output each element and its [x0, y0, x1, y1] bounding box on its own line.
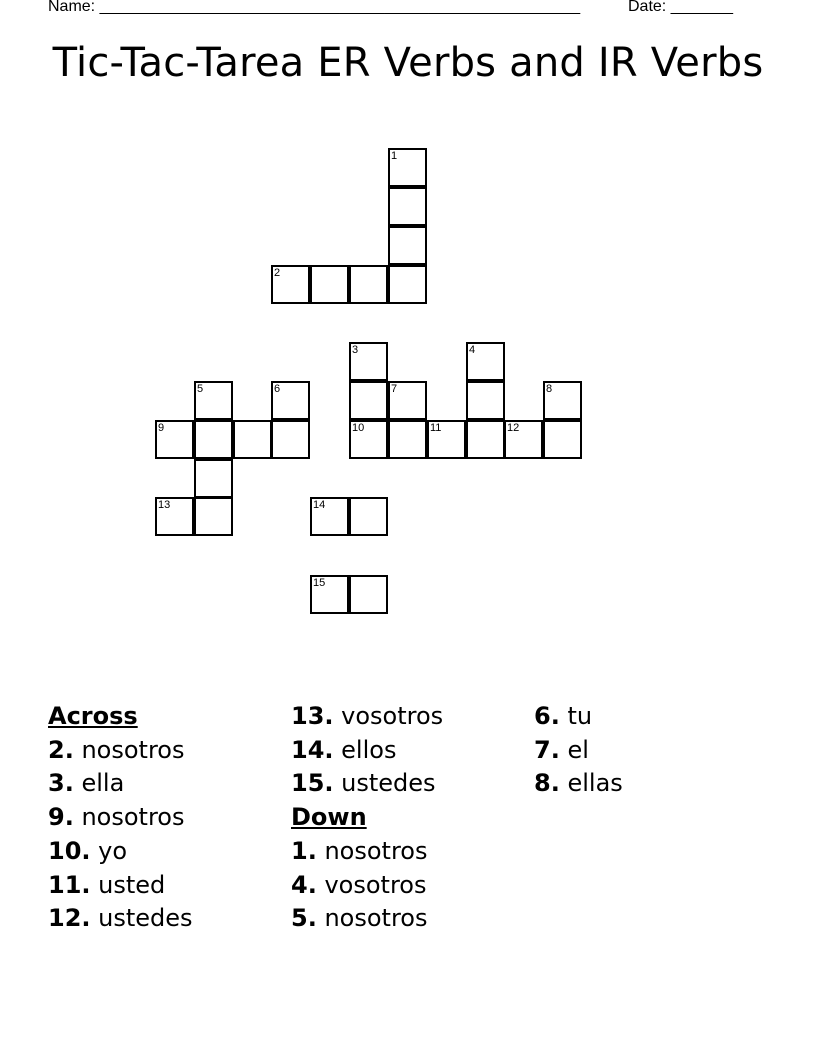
clue-number-label: 2. — [48, 735, 74, 764]
clue-text: yo — [98, 836, 128, 865]
crossword-cell[interactable] — [349, 497, 388, 536]
clue-item — [48, 869, 193, 903]
date-field-label[interactable]: Date: _______ — [628, 0, 733, 15]
crossword-cell[interactable] — [310, 575, 349, 614]
clue-item — [534, 767, 623, 801]
clue-text: nosotros — [81, 735, 185, 764]
clue-item — [291, 700, 443, 734]
crossword-cell[interactable] — [388, 226, 427, 265]
crossword-cell[interactable] — [388, 148, 427, 187]
clue-text: usted — [98, 870, 166, 899]
clue-item — [291, 835, 443, 869]
crossword-cell[interactable] — [388, 420, 427, 459]
crossword-cell[interactable] — [388, 187, 427, 226]
puzzle-title: Tic-Tac-Tarea ER Verbs and IR Verbs — [52, 40, 764, 86]
crossword-cell[interactable] — [349, 575, 388, 614]
crossword-cell[interactable] — [194, 420, 233, 459]
clue-number: 12 — [507, 422, 520, 434]
clue-number: 10 — [352, 422, 365, 434]
clue-number-label: 7. — [534, 735, 560, 764]
clue-number: 13 — [158, 499, 171, 511]
clue-number: 8 — [546, 383, 553, 395]
crossword-cell[interactable] — [155, 420, 194, 459]
clue-number-label: 11. — [48, 870, 91, 899]
crossword-cell[interactable] — [271, 265, 310, 304]
clue-number: 3 — [352, 344, 359, 356]
crossword-cell[interactable] — [155, 497, 194, 536]
clue-item — [48, 734, 193, 768]
clue-item — [48, 902, 193, 936]
clue-number: 7 — [391, 383, 398, 395]
crossword-cell[interactable] — [504, 420, 543, 459]
clue-text: vosotros — [324, 870, 427, 899]
crossword-cell[interactable] — [543, 420, 582, 459]
crossword-cell[interactable] — [466, 381, 505, 420]
clue-number-label: 10. — [48, 836, 91, 865]
clue-text: ella — [81, 769, 125, 798]
clue-item — [534, 734, 623, 768]
crossword-cell[interactable] — [543, 381, 582, 420]
crossword-cell[interactable] — [310, 265, 349, 304]
crossword-cell[interactable] — [466, 342, 505, 381]
clue-number-label: 3. — [48, 769, 74, 798]
clue-number-label: 1. — [291, 836, 317, 865]
clue-number: 2 — [274, 267, 281, 279]
clue-number-label: 9. — [48, 803, 74, 832]
crossword-cell[interactable] — [427, 420, 466, 459]
clue-text: nosotros — [81, 803, 185, 832]
clue-number: 6 — [274, 383, 281, 395]
clue-text: vosotros — [341, 702, 444, 730]
clue-number: 15 — [313, 577, 326, 589]
clue-number-label: 5. — [291, 904, 317, 933]
crossword-cell[interactable] — [233, 420, 272, 459]
crossword-cell[interactable] — [466, 420, 505, 459]
crossword-cell[interactable] — [194, 381, 233, 420]
clue-item — [291, 734, 443, 768]
clue-number: 9 — [158, 422, 165, 434]
clue-number-label: 14. — [291, 735, 334, 764]
clue-text: tu — [567, 702, 593, 730]
crossword-cell[interactable] — [194, 459, 233, 498]
clue-item — [48, 835, 193, 869]
clue-item — [534, 700, 623, 734]
clue-text: el — [567, 735, 589, 764]
crossword-cell[interactable] — [271, 381, 310, 420]
clue-number-label: 8. — [534, 769, 560, 798]
crossword-cell[interactable] — [194, 497, 233, 536]
clue-item — [291, 902, 443, 936]
clue-number-label: 4. — [291, 870, 317, 899]
crossword-cell[interactable] — [349, 381, 388, 420]
crossword-cell[interactable] — [349, 420, 388, 459]
crossword-cell[interactable] — [388, 381, 427, 420]
down-heading: Down — [291, 803, 367, 832]
clue-number: 1 — [391, 150, 398, 162]
name-field-label[interactable]: Name: ______________________________________________________ — [48, 0, 581, 15]
clue-column-2 — [291, 700, 443, 936]
clue-item — [48, 767, 193, 801]
across-heading: Across — [48, 702, 138, 730]
clue-number-label: 13. — [291, 702, 334, 730]
clue-number-label: 6. — [534, 702, 560, 730]
clue-column-1 — [48, 700, 193, 936]
clue-text: ellos — [341, 735, 397, 764]
clue-number-label: 12. — [48, 904, 91, 933]
clue-item — [291, 767, 443, 801]
crossword-cell[interactable] — [388, 265, 427, 304]
crossword-cell[interactable] — [271, 420, 310, 459]
clue-column-3 — [534, 700, 623, 801]
clue-item — [48, 801, 193, 835]
crossword-cell[interactable] — [310, 497, 349, 536]
clue-number-label: 15. — [291, 769, 334, 798]
crossword-cell[interactable] — [349, 342, 388, 381]
clue-text: ustedes — [98, 904, 193, 933]
crossword-cell[interactable] — [349, 265, 388, 304]
clue-text: nosotros — [324, 904, 428, 933]
clue-number: 4 — [469, 344, 476, 356]
clue-number: 5 — [197, 383, 204, 395]
clue-text: nosotros — [324, 836, 428, 865]
clue-text: ustedes — [341, 769, 436, 798]
clue-number: 11 — [430, 422, 442, 434]
clue-number: 14 — [313, 499, 326, 511]
clue-text: ellas — [567, 769, 623, 798]
clue-item — [291, 869, 443, 903]
